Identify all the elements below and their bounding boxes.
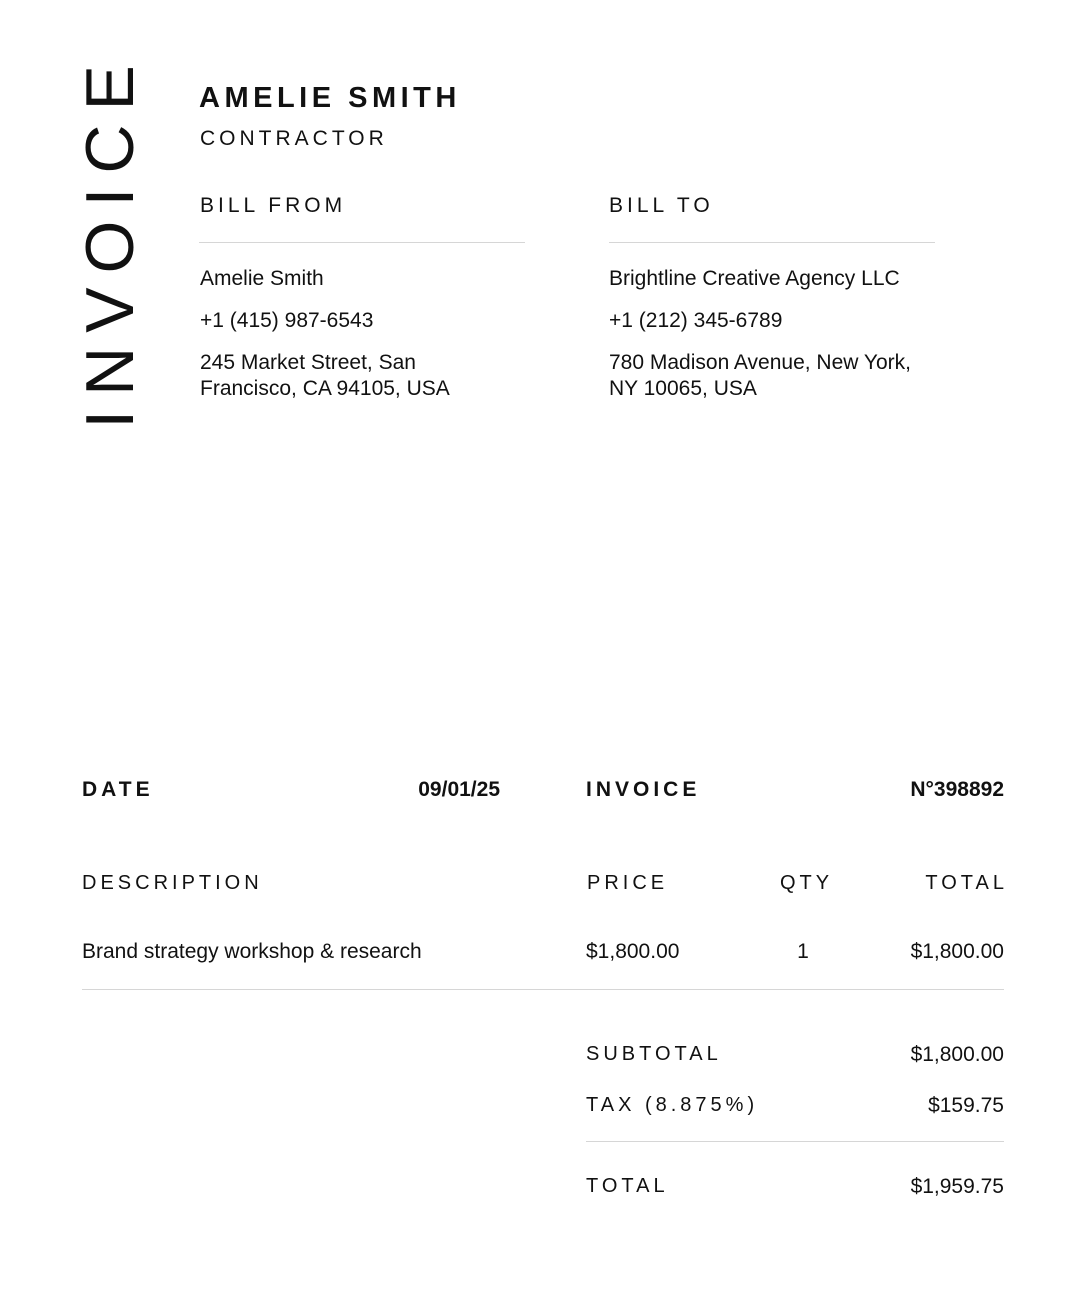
subtotal-value: $1,800.00 — [910, 1043, 1004, 1066]
bill-from-name: Amelie Smith — [200, 267, 324, 290]
invoice-number: N°398892 — [910, 778, 1004, 801]
issuer-role: CONTRACTOR — [200, 127, 388, 150]
bill-to-phone: +1 (212) 345-6789 — [609, 309, 783, 332]
summary-divider — [586, 1141, 1004, 1142]
row-qty: 1 — [797, 940, 809, 963]
bill-to-label: BILL TO — [609, 194, 714, 217]
tax-label: TAX (8.875%) — [586, 1094, 759, 1116]
invoice-label: INVOICE — [586, 778, 701, 801]
bill-to-address-line2: NY 10065, USA — [609, 377, 757, 400]
invoice-vertical-title: INVOICE — [72, 51, 148, 429]
bill-to-divider — [609, 242, 935, 243]
total-value: $1,959.75 — [910, 1175, 1004, 1198]
row-price: $1,800.00 — [586, 940, 680, 963]
date-label: DATE — [82, 778, 154, 801]
bill-from-divider — [199, 242, 525, 243]
column-header-description: DESCRIPTION — [82, 872, 263, 894]
subtotal-label: SUBTOTAL — [586, 1043, 722, 1065]
tax-value: $159.75 — [928, 1094, 1004, 1117]
column-header-qty: QTY — [780, 872, 834, 894]
bill-from-address-line1: 245 Market Street, San — [200, 351, 416, 374]
bill-from-phone: +1 (415) 987-6543 — [200, 309, 374, 332]
bill-to-name: Brightline Creative Agency LLC — [609, 267, 900, 290]
row-total: $1,800.00 — [910, 940, 1004, 963]
column-header-total: TOTAL — [925, 872, 1008, 894]
row-description: Brand strategy workshop & research — [82, 940, 422, 963]
total-label: TOTAL — [586, 1175, 669, 1197]
table-row-divider — [82, 989, 1004, 990]
bill-from-label: BILL FROM — [200, 194, 347, 217]
table-row — [0, 940, 1080, 990]
date-value: 09/01/25 — [418, 778, 500, 801]
bill-from-address — [200, 350, 450, 402]
issuer-name: AMELIE SMITH — [199, 82, 461, 114]
bill-to-address — [609, 350, 911, 402]
bill-to-address-line1: 780 Madison Avenue, New York, — [609, 351, 911, 374]
column-header-price: PRICE — [587, 872, 669, 894]
bill-from-address-line2: Francisco, CA 94105, USA — [200, 377, 450, 400]
